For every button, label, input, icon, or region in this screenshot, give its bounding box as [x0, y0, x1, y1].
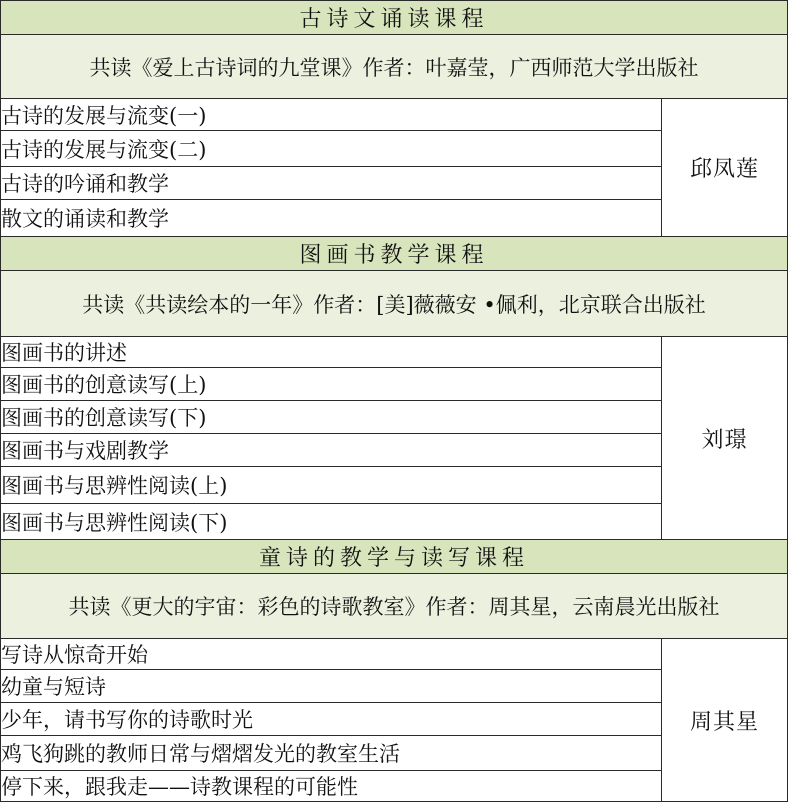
section-title-row	[1, 540, 788, 574]
section-title: 图画书教学课程	[1, 237, 788, 271]
lesson-item: 图画书与戏剧教学	[1, 434, 662, 467]
teacher-name: 邱凤莲	[662, 99, 788, 237]
lesson-row	[1, 337, 788, 368]
lesson-row	[1, 639, 788, 670]
teacher-name: 刘璟	[662, 337, 788, 540]
lesson-item: 图画书的创意读写(上)	[1, 368, 662, 401]
shared-reading-book: 共读《共读绘本的一年》作者：[美]薇薇安 •佩利，北京联合出版社	[1, 271, 788, 337]
book-row	[1, 574, 788, 639]
lesson-item: 停下来，跟我走——诗教课程的可能性	[1, 771, 662, 802]
book-row	[1, 271, 788, 337]
lesson-item: 图画书与思辨性阅读(下)	[1, 504, 662, 540]
lesson-item: 幼童与短诗	[1, 670, 662, 703]
lesson-item: 鸡飞狗跳的教师日常与熠熠发光的教室生活	[1, 736, 662, 771]
shared-reading-book: 共读《更大的宇宙：彩色的诗歌教室》作者：周其星，云南晨光出版社	[1, 574, 788, 639]
lesson-item: 图画书的讲述	[1, 337, 662, 368]
section-title-row	[1, 237, 788, 271]
lesson-item: 古诗的发展与流变(二)	[1, 131, 662, 167]
section-title-row	[1, 1, 788, 35]
lesson-item: 图画书与思辨性阅读(上)	[1, 467, 662, 504]
lesson-item: 散文的诵读和教学	[1, 200, 662, 237]
teacher-name: 周其星	[662, 639, 788, 802]
lesson-item: 古诗的发展与流变(一)	[1, 99, 662, 131]
lesson-item: 写诗从惊奇开始	[1, 639, 662, 670]
book-row	[1, 35, 788, 99]
lesson-item: 少年，请书写你的诗歌时光	[1, 703, 662, 736]
lesson-item: 古诗的吟诵和教学	[1, 167, 662, 200]
section-title: 古诗文诵读课程	[1, 1, 788, 35]
lesson-row	[1, 99, 788, 131]
shared-reading-book: 共读《爱上古诗词的九堂课》作者：叶嘉莹，广西师范大学出版社	[1, 35, 788, 99]
section-title: 童诗的教学与读写课程	[1, 540, 788, 574]
lesson-item: 图画书的创意读写(下)	[1, 401, 662, 434]
